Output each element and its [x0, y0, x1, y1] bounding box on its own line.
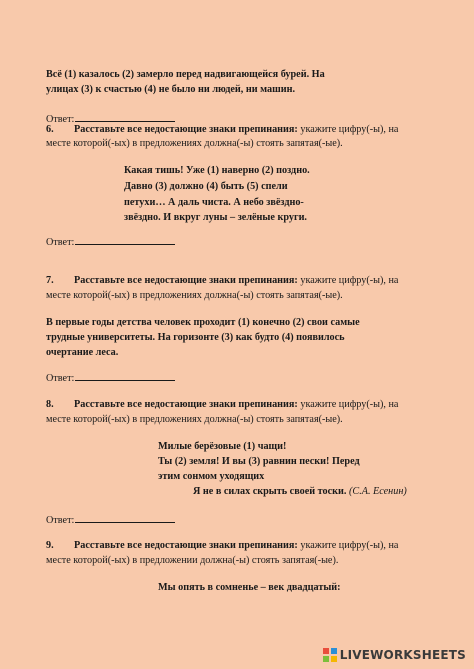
- task-6-instruction-line-2: месте которой(-ых) в предложениях должна(-ы) стоять запятая(-ые).: [46, 138, 343, 149]
- task-6-instruction: 6. Расставьте все недостающие знаки препинания: укажите цифру(-ы), на: [46, 124, 399, 135]
- task-8-text-line: этим сонмом уходящих: [158, 471, 265, 482]
- answer-label: Ответ:: [46, 114, 75, 125]
- task-7-text-line: очертание леса.: [46, 347, 119, 358]
- task-8-instruction-line-2: месте которой(-ых) в предложениях должна(-ы) стоять запятая(-ые).: [46, 414, 343, 425]
- intro-line-2: улицах (3) к счастью (4) не было ни людей, ни машин.: [46, 84, 296, 95]
- answer-label: Ответ:: [46, 515, 75, 526]
- task-7-text-line: В первые годы детства человек проходит (1) конечно (2) свои самые: [46, 317, 360, 328]
- liveworksheets-logo-icon: [323, 648, 337, 662]
- answer-line-8[interactable]: [46, 512, 175, 528]
- answer-label: Ответ:: [46, 237, 75, 248]
- watermark-text: LIVEWORKSHEETS: [339, 648, 466, 662]
- intro-line-1: Всё (1) казалось (2) замерло перед надвигающейся бурей. На: [46, 69, 325, 80]
- task-number: 7.: [46, 275, 54, 286]
- liveworksheets-watermark: [323, 645, 466, 665]
- task-6-text-line: звёздно. И вкруг луны – зелёные круги.: [124, 212, 307, 223]
- task-6-text-line: Давно (3) должно (4) быть (5) спели: [124, 181, 288, 192]
- answer-blank[interactable]: [75, 111, 175, 122]
- answer-blank[interactable]: [75, 370, 175, 381]
- answer-blank[interactable]: [75, 512, 175, 523]
- task-7-instruction: 7. Расставьте все недостающие знаки препинания: укажите цифру(-ы), на: [46, 275, 399, 286]
- task-9-instruction-line-2: месте которой(-ых) в предложении должна(-ы) стоять запятая(-ые).: [46, 555, 339, 566]
- task-9-text-line: Мы опять в сомненье – век двадцатый:: [158, 582, 341, 593]
- answer-line-6[interactable]: [46, 234, 175, 250]
- task-6-text-line: Какая тишь! Уже (1) наверно (2) поздно.: [124, 165, 310, 176]
- task-8-text-line: Ты (2) земля! И вы (3) равнин пески! Перед: [158, 456, 360, 467]
- poem-author: (С.А. Есенин): [349, 486, 407, 497]
- answer-line-7[interactable]: [46, 370, 175, 386]
- task-7-instruction-line-2: месте которой(-ых) в предложениях должна(-ы) стоять запятая(-ые).: [46, 290, 343, 301]
- task-6-text-line: петухи… А даль чиста. А небо звёздно-: [124, 197, 304, 208]
- answer-label: Ответ:: [46, 373, 75, 384]
- task-8-text-line-last: Я не в силах скрыть своей тоски. (С.А. Есенин): [193, 486, 407, 497]
- task-7-text-line: трудные университеты. На горизонте (3) как будто (4) появилось: [46, 332, 345, 343]
- task-number: 8.: [46, 399, 54, 410]
- task-number: 6.: [46, 124, 54, 135]
- answer-blank[interactable]: [75, 234, 175, 245]
- task-8-text-line: Милые берёзовые (1) чащи!: [158, 441, 287, 452]
- task-8-instruction: 8. Расставьте все недостающие знаки препинания: укажите цифру(-ы), на: [46, 399, 399, 410]
- task-9-instruction: 9. Расставьте все недостающие знаки препинания: укажите цифру(-ы), на: [46, 540, 399, 551]
- task-number: 9.: [46, 540, 54, 551]
